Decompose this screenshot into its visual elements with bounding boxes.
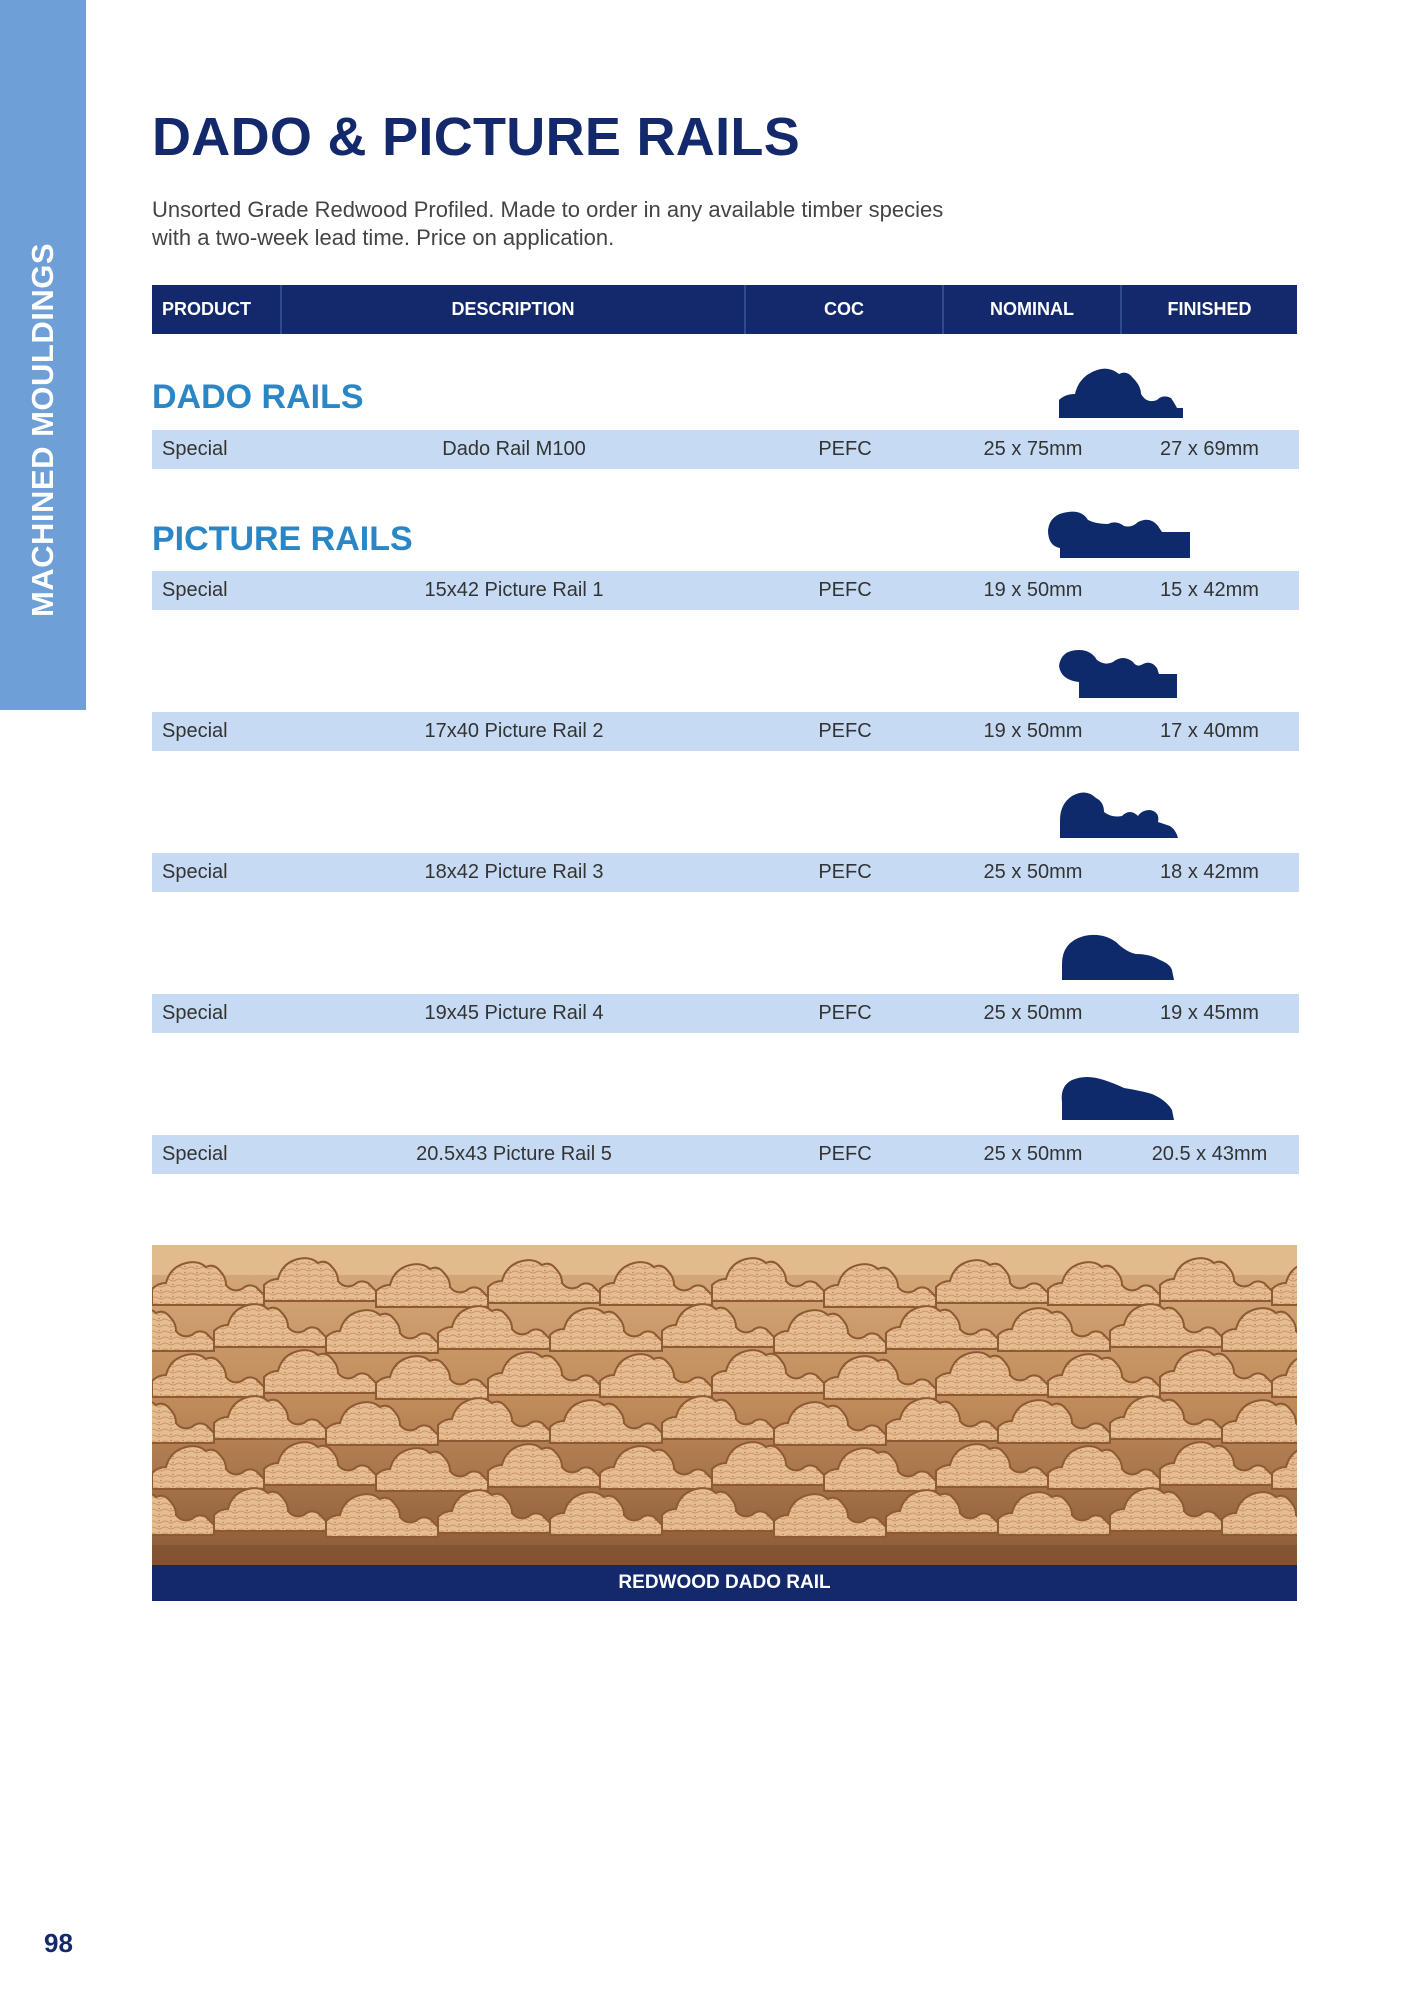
cell-finished: 15 x 42mm [1160, 579, 1259, 601]
cell-nominal: 19 x 50mm [983, 720, 1083, 742]
header-description: DESCRIPTION [282, 285, 746, 334]
cell-finished: 20.5 x 43mm [1151, 1143, 1268, 1165]
picture-rail-4-profile-icon [1060, 930, 1176, 982]
cell-product: Special [162, 1002, 228, 1024]
cell-nominal: 19 x 50mm [983, 579, 1083, 601]
cell-product: Special [162, 438, 228, 460]
cell-coc: PEFC [818, 1002, 872, 1024]
cell-description: 19x45 Picture Rail 4 [424, 1002, 604, 1024]
cell-coc: PEFC [818, 438, 872, 460]
cell-product: Special [162, 861, 228, 883]
cell-finished: 27 x 69mm [1160, 438, 1259, 460]
cell-coc: PEFC [818, 1143, 872, 1165]
cell-coc: PEFC [818, 861, 872, 883]
table-row [152, 853, 1299, 892]
cell-description: Dado Rail M100 [442, 438, 586, 460]
picture-rail-1-profile-icon [1046, 504, 1192, 560]
side-tab [0, 0, 86, 710]
cell-nominal: 25 x 50mm [983, 1143, 1083, 1165]
cell-finished: 19 x 45mm [1160, 1002, 1259, 1024]
cell-description: 20.5x43 Picture Rail 5 [416, 1143, 612, 1165]
dado-rail-profile-icon [1057, 364, 1185, 420]
cell-product: Special [162, 1143, 228, 1165]
cell-description: 18x42 Picture Rail 3 [424, 861, 604, 883]
intro-text: Unsorted Grade Redwood Profiled. Made to order in any available timber species with a two-week lead time. Price on application. [152, 197, 944, 250]
cell-coc: PEFC [818, 720, 872, 742]
picture-rail-5-profile-icon [1060, 1072, 1176, 1122]
cell-nominal: 25 x 50mm [983, 1002, 1083, 1024]
table-row [152, 430, 1299, 469]
table-row [152, 1135, 1299, 1174]
cell-description: 15x42 Picture Rail 1 [424, 579, 604, 601]
cell-nominal: 25 x 50mm [983, 861, 1083, 883]
page-number: 98 [44, 1928, 73, 1958]
side-tab-label: MACHINED MOULDINGS [25, 242, 60, 618]
dado-rails-section-title: DADO RAILS [152, 378, 364, 416]
header-product: PRODUCT [152, 285, 282, 334]
header-finished: FINISHED [1167, 299, 1252, 319]
table-row [152, 571, 1299, 610]
picture-rails-section-title: PICTURE RAILS [152, 520, 413, 558]
photo-caption: REDWOOD DADO RAIL [152, 1565, 1297, 1601]
cell-finished: 17 x 40mm [1160, 720, 1259, 742]
cell-product: Special [162, 720, 228, 742]
cell-coc: PEFC [818, 579, 872, 601]
picture-rail-2-profile-icon [1057, 646, 1181, 700]
picture-rail-3-profile-icon [1058, 786, 1180, 840]
cell-finished: 18 x 42mm [1160, 861, 1259, 883]
table-header [152, 285, 1297, 334]
page-title: DADO & PICTURE RAILS [152, 107, 801, 167]
cell-nominal: 25 x 75mm [983, 438, 1083, 460]
cell-product: Special [162, 579, 228, 601]
header-coc: COC [746, 285, 944, 334]
table-row [152, 994, 1299, 1033]
redwood-dado-rail-photo [152, 1245, 1297, 1565]
cell-description: 17x40 Picture Rail 2 [424, 720, 604, 742]
header-nominal: NOMINAL [944, 285, 1122, 334]
table-row [152, 712, 1299, 751]
